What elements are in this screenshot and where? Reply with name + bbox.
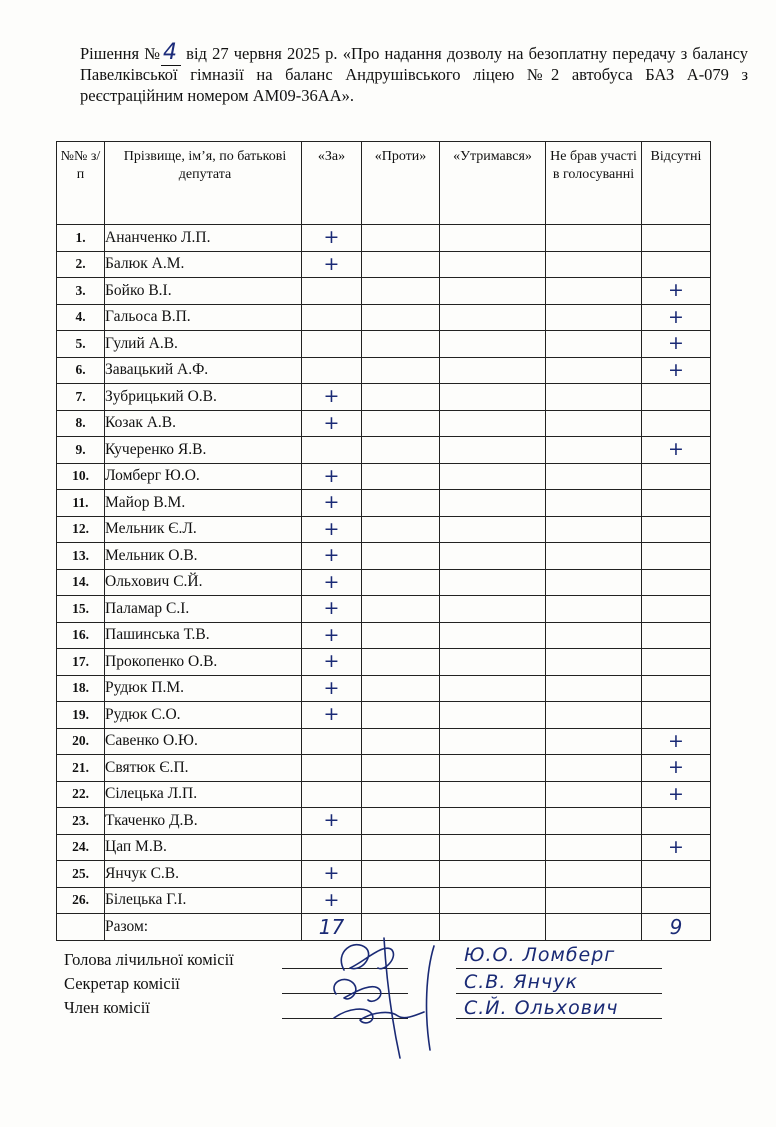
table-row bbox=[57, 331, 711, 358]
vote-abstained-cell bbox=[440, 649, 546, 676]
vote-not-voted-cell bbox=[546, 702, 642, 729]
table-row bbox=[57, 596, 711, 623]
vote-not-voted-cell bbox=[546, 675, 642, 702]
deputy-name: Ананченко Л.П. bbox=[105, 225, 302, 252]
vote-for-cell: + bbox=[302, 463, 362, 490]
vote-for-cell: + bbox=[302, 675, 362, 702]
vote-absent-cell bbox=[642, 569, 711, 596]
row-number: 3. bbox=[57, 278, 105, 305]
vote-against-cell bbox=[362, 251, 440, 278]
table-row bbox=[57, 225, 711, 252]
deputy-name: Мельник О.В. bbox=[105, 543, 302, 570]
vote-for-cell bbox=[302, 755, 362, 782]
vote-not-voted-cell bbox=[546, 516, 642, 543]
deputy-name: Майор В.М. bbox=[105, 490, 302, 517]
vote-for-cell bbox=[302, 781, 362, 808]
col-for-header: «За» bbox=[302, 142, 362, 225]
decision-heading bbox=[80, 42, 748, 106]
vote-for-cell bbox=[302, 357, 362, 384]
row-number: 1. bbox=[57, 225, 105, 252]
vote-absent-cell: + bbox=[642, 437, 711, 464]
vote-against-cell bbox=[362, 649, 440, 676]
handwritten-signatures-icon bbox=[314, 932, 484, 1072]
deputy-name: Балюк А.М. bbox=[105, 251, 302, 278]
vote-against-cell bbox=[362, 304, 440, 331]
vote-not-voted-cell bbox=[546, 861, 642, 888]
secretary-name: С.В. Янчук bbox=[464, 971, 578, 993]
table-row bbox=[57, 728, 711, 755]
vote-for-cell: + bbox=[302, 516, 362, 543]
row-number: 9. bbox=[57, 437, 105, 464]
table-row bbox=[57, 463, 711, 490]
vote-not-voted-cell bbox=[546, 490, 642, 517]
total-for: 17 bbox=[302, 914, 362, 941]
deputy-name: Ломберг Ю.О. bbox=[105, 463, 302, 490]
vote-abstained-cell bbox=[440, 834, 546, 861]
vote-absent-cell bbox=[642, 861, 711, 888]
vote-absent-cell: + bbox=[642, 278, 711, 305]
vote-for-cell: + bbox=[302, 861, 362, 888]
vote-against-cell bbox=[362, 755, 440, 782]
vote-absent-cell bbox=[642, 225, 711, 252]
row-number: 7. bbox=[57, 384, 105, 411]
row-number: 23. bbox=[57, 808, 105, 835]
vote-for-cell: + bbox=[302, 569, 362, 596]
vote-against-cell bbox=[362, 834, 440, 861]
chair-name-line bbox=[456, 968, 662, 969]
col-not-voted-header: Не брав участі в голосуванні bbox=[546, 142, 642, 225]
vote-against-cell bbox=[362, 861, 440, 888]
vote-absent-cell: + bbox=[642, 331, 711, 358]
vote-against-cell bbox=[362, 357, 440, 384]
vote-for-cell: + bbox=[302, 251, 362, 278]
vote-not-voted-cell bbox=[546, 596, 642, 623]
total-not-voted bbox=[546, 914, 642, 941]
member-name: С.Й. Ольхович bbox=[464, 997, 619, 1019]
table-row bbox=[57, 622, 711, 649]
col-abstained-header: «Утримався» bbox=[440, 142, 546, 225]
deputy-name: Пашинська Т.В. bbox=[105, 622, 302, 649]
row-number: 10. bbox=[57, 463, 105, 490]
vote-against-cell bbox=[362, 728, 440, 755]
vote-absent-cell: + bbox=[642, 781, 711, 808]
row-number: 18. bbox=[57, 675, 105, 702]
vote-not-voted-cell bbox=[546, 437, 642, 464]
vote-abstained-cell bbox=[440, 516, 546, 543]
member-label: Член комісії bbox=[64, 998, 150, 1017]
row-number: 16. bbox=[57, 622, 105, 649]
deputy-name: Гулий А.В. bbox=[105, 331, 302, 358]
row-number: 24. bbox=[57, 834, 105, 861]
table-row bbox=[57, 357, 711, 384]
vote-against-cell bbox=[362, 622, 440, 649]
deputy-name: Мельник Є.Л. bbox=[105, 516, 302, 543]
table-row bbox=[57, 675, 711, 702]
vote-absent-cell bbox=[642, 410, 711, 437]
vote-for-cell: + bbox=[302, 887, 362, 914]
vote-against-cell bbox=[362, 516, 440, 543]
vote-against-cell bbox=[362, 437, 440, 464]
vote-absent-cell bbox=[642, 622, 711, 649]
vote-absent-cell: + bbox=[642, 304, 711, 331]
vote-not-voted-cell bbox=[546, 808, 642, 835]
row-number: 8. bbox=[57, 410, 105, 437]
vote-abstained-cell bbox=[440, 675, 546, 702]
deputy-name: Цап М.В. bbox=[105, 834, 302, 861]
vote-abstained-cell bbox=[440, 278, 546, 305]
deputy-name: Ольхович С.Й. bbox=[105, 569, 302, 596]
vote-abstained-cell bbox=[440, 543, 546, 570]
vote-rows bbox=[57, 225, 711, 914]
vote-for-cell: + bbox=[302, 490, 362, 517]
table-row bbox=[57, 861, 711, 888]
vote-not-voted-cell bbox=[546, 887, 642, 914]
vote-abstained-cell bbox=[440, 410, 546, 437]
vote-abstained-cell bbox=[440, 622, 546, 649]
signature-block bbox=[64, 946, 744, 1086]
vote-against-cell bbox=[362, 463, 440, 490]
vote-abstained-cell bbox=[440, 304, 546, 331]
table-row bbox=[57, 490, 711, 517]
vote-not-voted-cell bbox=[546, 225, 642, 252]
vote-absent-cell bbox=[642, 543, 711, 570]
vote-against-cell bbox=[362, 225, 440, 252]
vote-for-cell bbox=[302, 331, 362, 358]
vote-not-voted-cell bbox=[546, 728, 642, 755]
vote-not-voted-cell bbox=[546, 834, 642, 861]
vote-abstained-cell bbox=[440, 861, 546, 888]
voting-table bbox=[56, 141, 711, 941]
vote-abstained-cell bbox=[440, 225, 546, 252]
vote-absent-cell bbox=[642, 649, 711, 676]
vote-abstained-cell bbox=[440, 384, 546, 411]
vote-absent-cell bbox=[642, 490, 711, 517]
vote-absent-cell bbox=[642, 463, 711, 490]
vote-absent-cell: + bbox=[642, 834, 711, 861]
chair-label: Голова лічильної комісії bbox=[64, 950, 234, 969]
deputy-name: Зубрицький О.В. bbox=[105, 384, 302, 411]
total-num-cell bbox=[57, 914, 105, 941]
vote-abstained-cell bbox=[440, 437, 546, 464]
vote-abstained-cell bbox=[440, 702, 546, 729]
total-label: Разом: bbox=[105, 914, 302, 941]
vote-not-voted-cell bbox=[546, 622, 642, 649]
vote-against-cell bbox=[362, 808, 440, 835]
deputy-name: Козак А.В. bbox=[105, 410, 302, 437]
vote-not-voted-cell bbox=[546, 304, 642, 331]
vote-abstained-cell bbox=[440, 596, 546, 623]
table-row bbox=[57, 384, 711, 411]
row-number: 2. bbox=[57, 251, 105, 278]
row-number: 15. bbox=[57, 596, 105, 623]
deputy-name: Рудюк С.О. bbox=[105, 702, 302, 729]
vote-abstained-cell bbox=[440, 728, 546, 755]
vote-absent-cell: + bbox=[642, 357, 711, 384]
vote-for-cell: + bbox=[302, 225, 362, 252]
row-number: 12. bbox=[57, 516, 105, 543]
vote-against-cell bbox=[362, 278, 440, 305]
deputy-name: Паламар С.І. bbox=[105, 596, 302, 623]
vote-abstained-cell bbox=[440, 755, 546, 782]
row-number: 6. bbox=[57, 357, 105, 384]
vote-not-voted-cell bbox=[546, 649, 642, 676]
vote-not-voted-cell bbox=[546, 251, 642, 278]
vote-not-voted-cell bbox=[546, 755, 642, 782]
vote-not-voted-cell bbox=[546, 331, 642, 358]
table-row bbox=[57, 543, 711, 570]
total-absent: 9 bbox=[642, 914, 711, 941]
vote-abstained-cell bbox=[440, 808, 546, 835]
table-row bbox=[57, 304, 711, 331]
table-row bbox=[57, 251, 711, 278]
vote-for-cell: + bbox=[302, 622, 362, 649]
row-number: 21. bbox=[57, 755, 105, 782]
row-number: 5. bbox=[57, 331, 105, 358]
row-number: 17. bbox=[57, 649, 105, 676]
vote-absent-cell bbox=[642, 384, 711, 411]
table-row bbox=[57, 887, 711, 914]
vote-against-cell bbox=[362, 543, 440, 570]
table-row bbox=[57, 278, 711, 305]
vote-abstained-cell bbox=[440, 463, 546, 490]
table-row bbox=[57, 834, 711, 861]
secretary-name-line bbox=[456, 993, 662, 994]
vote-for-cell bbox=[302, 304, 362, 331]
vote-abstained-cell bbox=[440, 357, 546, 384]
vote-for-cell: + bbox=[302, 410, 362, 437]
vote-against-cell bbox=[362, 410, 440, 437]
vote-for-cell bbox=[302, 728, 362, 755]
row-number: 4. bbox=[57, 304, 105, 331]
vote-for-cell: + bbox=[302, 596, 362, 623]
row-number: 20. bbox=[57, 728, 105, 755]
vote-for-cell: + bbox=[302, 543, 362, 570]
deputy-name: Савенко О.Ю. bbox=[105, 728, 302, 755]
vote-against-cell bbox=[362, 490, 440, 517]
deputy-name: Прокопенко О.В. bbox=[105, 649, 302, 676]
vote-against-cell bbox=[362, 384, 440, 411]
vote-absent-cell: + bbox=[642, 755, 711, 782]
vote-not-voted-cell bbox=[546, 543, 642, 570]
vote-for-cell bbox=[302, 278, 362, 305]
row-number: 13. bbox=[57, 543, 105, 570]
table-row bbox=[57, 569, 711, 596]
vote-absent-cell bbox=[642, 808, 711, 835]
vote-for-cell: + bbox=[302, 384, 362, 411]
vote-against-cell bbox=[362, 781, 440, 808]
table-row bbox=[57, 437, 711, 464]
col-num-header: №№ з/п bbox=[57, 142, 105, 225]
vote-abstained-cell bbox=[440, 569, 546, 596]
vote-against-cell bbox=[362, 887, 440, 914]
vote-absent-cell bbox=[642, 887, 711, 914]
vote-abstained-cell bbox=[440, 490, 546, 517]
deputy-name: Янчук С.В. bbox=[105, 861, 302, 888]
vote-not-voted-cell bbox=[546, 569, 642, 596]
vote-against-cell bbox=[362, 675, 440, 702]
vote-not-voted-cell bbox=[546, 781, 642, 808]
vote-absent-cell bbox=[642, 251, 711, 278]
vote-against-cell bbox=[362, 569, 440, 596]
deputy-name: Кучеренко Я.В. bbox=[105, 437, 302, 464]
vote-not-voted-cell bbox=[546, 278, 642, 305]
row-number: 22. bbox=[57, 781, 105, 808]
table-row bbox=[57, 702, 711, 729]
vote-absent-cell bbox=[642, 596, 711, 623]
deputy-name: Рудюк П.М. bbox=[105, 675, 302, 702]
vote-absent-cell bbox=[642, 702, 711, 729]
col-name-header: Прізвище, ім’я, по батькові депутата bbox=[105, 142, 302, 225]
vote-absent-cell: + bbox=[642, 728, 711, 755]
deputy-name: Сілецька Л.П. bbox=[105, 781, 302, 808]
deputy-name: Бойко В.І. bbox=[105, 278, 302, 305]
deputy-name: Гальоса В.П. bbox=[105, 304, 302, 331]
vote-abstained-cell bbox=[440, 251, 546, 278]
table-row bbox=[57, 781, 711, 808]
table-row bbox=[57, 516, 711, 543]
deputy-name: Святюк Є.П. bbox=[105, 755, 302, 782]
vote-for-cell: + bbox=[302, 702, 362, 729]
vote-for-cell: + bbox=[302, 808, 362, 835]
row-number: 14. bbox=[57, 569, 105, 596]
vote-absent-cell bbox=[642, 675, 711, 702]
table-row bbox=[57, 808, 711, 835]
decision-prefix: Рішення № bbox=[80, 44, 161, 63]
vote-against-cell bbox=[362, 702, 440, 729]
vote-not-voted-cell bbox=[546, 410, 642, 437]
vote-abstained-cell bbox=[440, 887, 546, 914]
table-row bbox=[57, 410, 711, 437]
decision-date: від 27 червня 2025 р. bbox=[186, 44, 338, 63]
vote-not-voted-cell bbox=[546, 357, 642, 384]
row-number: 19. bbox=[57, 702, 105, 729]
vote-for-cell bbox=[302, 834, 362, 861]
chair-name: Ю.О. Ломберг bbox=[464, 944, 616, 966]
vote-not-voted-cell bbox=[546, 463, 642, 490]
table-header-row bbox=[57, 142, 711, 225]
vote-against-cell bbox=[362, 596, 440, 623]
col-absent-header: Відсутні bbox=[642, 142, 711, 225]
row-number: 11. bbox=[57, 490, 105, 517]
table-row bbox=[57, 755, 711, 782]
decision-subject: «Про надання дозволу на безоплатну передачу з балансу Павелківської гімназії на баланс Андрушівського ліцею №2 автобуса БАЗ А-079 з реєстраційним номером АМ09-36АА». bbox=[80, 44, 748, 105]
vote-against-cell bbox=[362, 331, 440, 358]
deputy-name: Ткаченко Д.В. bbox=[105, 808, 302, 835]
vote-absent-cell bbox=[642, 516, 711, 543]
vote-abstained-cell bbox=[440, 781, 546, 808]
vote-for-cell bbox=[302, 437, 362, 464]
vote-for-cell: + bbox=[302, 649, 362, 676]
deputy-name: Завацький А.Ф. bbox=[105, 357, 302, 384]
deputy-name: Білецька Г.І. bbox=[105, 887, 302, 914]
row-number: 26. bbox=[57, 887, 105, 914]
vote-not-voted-cell bbox=[546, 384, 642, 411]
row-number: 25. bbox=[57, 861, 105, 888]
decision-number: 4 bbox=[161, 40, 181, 66]
col-against-header: «Проти» bbox=[362, 142, 440, 225]
vote-abstained-cell bbox=[440, 331, 546, 358]
secretary-label: Секретар комісії bbox=[64, 974, 180, 993]
table-row bbox=[57, 649, 711, 676]
